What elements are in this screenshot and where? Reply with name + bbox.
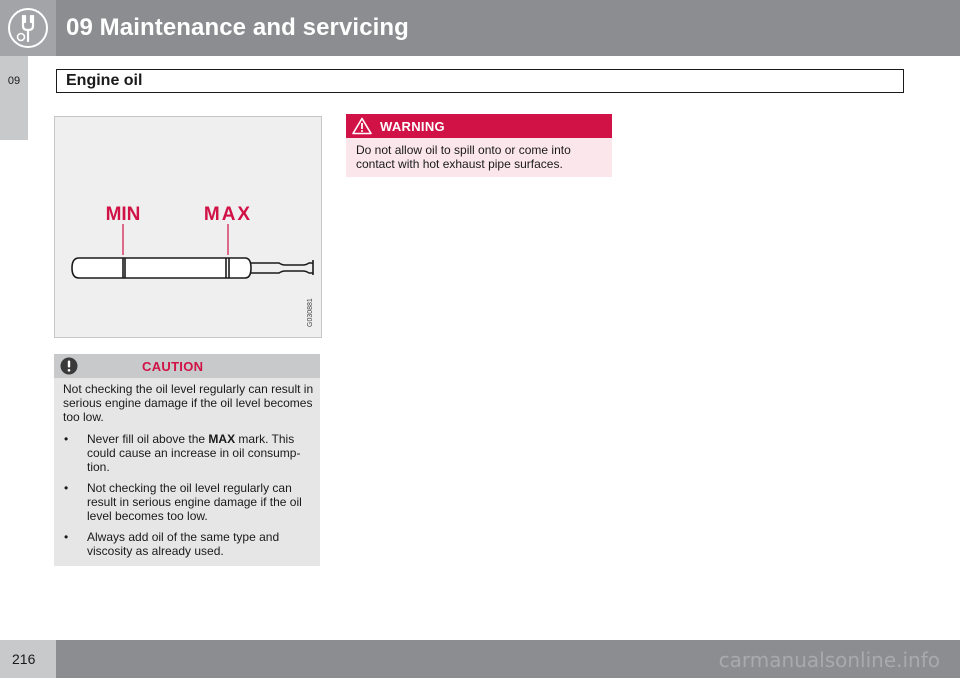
section-heading-box — [56, 69, 904, 93]
chapter-title: 09 Maintenance and servicing — [66, 14, 409, 41]
bullet-mark: • — [64, 481, 69, 495]
caution-box — [54, 354, 320, 566]
caution-body — [63, 382, 315, 565]
dipstick-illustration — [55, 117, 321, 337]
list-item — [63, 481, 315, 523]
warning-box — [346, 114, 612, 177]
chapter-icon-box — [0, 0, 56, 56]
min-label: MIN — [105, 204, 141, 225]
chapter-side-tab — [0, 56, 28, 140]
max-label: MAX — [203, 204, 253, 225]
warning-header — [346, 114, 612, 138]
caution-title: CAUTION — [142, 359, 204, 374]
bullet-text: Always add oil of the same type and viscosity as already used. — [87, 530, 280, 558]
bullet-text-bold: MAX — [208, 432, 236, 446]
warning-text: Do not allow oil to spill onto or come into contact with hot exhaust pipe surfaces. — [356, 143, 571, 171]
bullet-text-before: Never fill oil above the — [87, 432, 209, 446]
caution-intro: Not checking the oil level regularly can result in serious engine damage if the oil level becomes too low. — [63, 382, 314, 424]
chapter-number: 09 — [7, 75, 21, 87]
exclamation-icon — [60, 357, 78, 375]
warning-title: WARNING — [380, 119, 445, 134]
watermark: carmanualsonline.info — [718, 648, 940, 672]
bullet-mark: • — [64, 432, 69, 446]
wrench-gear-icon — [4, 4, 52, 52]
bullet-text-after: mark. This could cause an increase in oil consump-tion. — [87, 432, 301, 474]
dipstick-shape — [72, 258, 313, 278]
section-heading: Engine oil — [66, 72, 143, 89]
bullet-text: Not checking the oil level regularly can result in serious engine damage if the oil level becomes too low. — [87, 481, 302, 523]
dipstick-figure — [54, 116, 322, 338]
caution-bullet-list — [63, 432, 315, 558]
list-item — [63, 530, 315, 558]
list-item — [63, 432, 315, 474]
caution-header — [54, 354, 320, 378]
figure-code: G030881 — [307, 298, 314, 327]
bullet-mark: • — [64, 530, 69, 544]
page-number: 216 — [12, 651, 36, 667]
warning-triangle-icon — [352, 117, 372, 135]
